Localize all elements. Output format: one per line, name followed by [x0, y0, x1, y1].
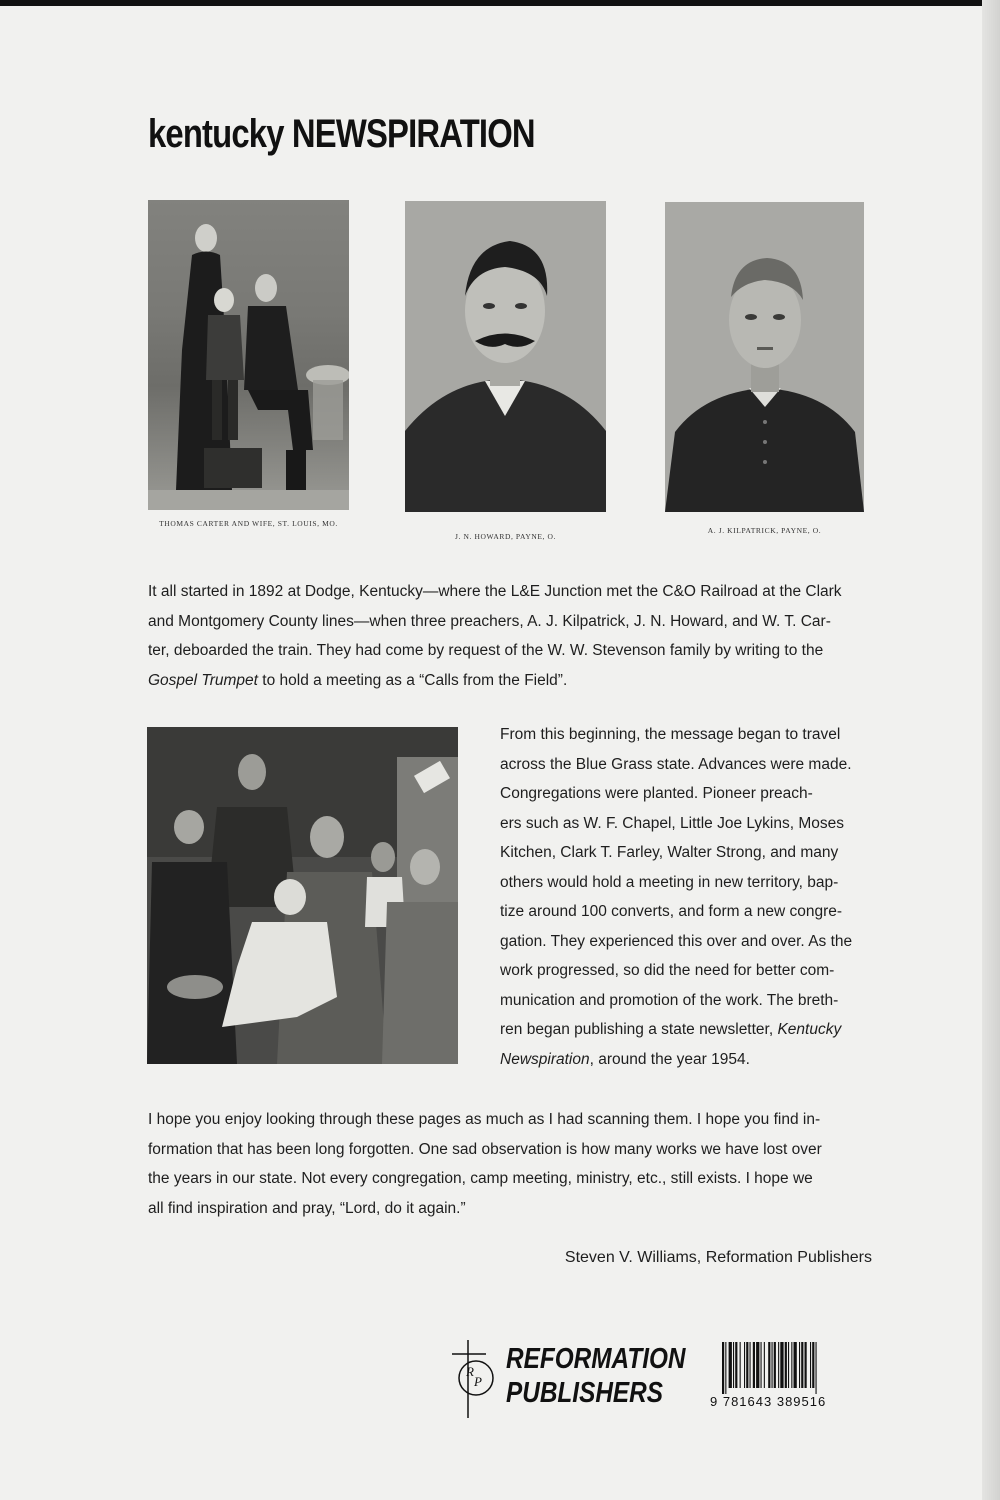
isbn-barcode — [710, 1342, 878, 1414]
closing-paragraph — [148, 1105, 876, 1223]
barcode-bar — [772, 1342, 773, 1388]
publisher-name-line: PUBLISHERS — [506, 1377, 664, 1409]
photo-caption: J. N. HOWARD, PAYNE, O. — [455, 532, 556, 541]
text-line: gation. They experienced this over and over. As the — [500, 932, 853, 950]
barcode-bar — [812, 1342, 814, 1388]
barcode-bar — [735, 1342, 737, 1388]
italic-title: Kentucky — [777, 1021, 842, 1038]
text-line: Congregations were planted. Pioneer preach- — [500, 785, 813, 802]
barcode-bar — [756, 1342, 759, 1388]
photo-caption: A. J. KILPATRICK, PAYNE, O. — [707, 526, 822, 535]
text-line — [500, 1015, 876, 1045]
text-line: others would hold a meeting in new territory, bap- — [500, 873, 839, 891]
text-line: I hope you enjoy looking through these pages as much as I had scanning them. I hope you find in- — [148, 1111, 821, 1128]
text-line: the years in our state. Not every congregation, camp meeting, ministry, etc., still exists. I hope we — [148, 1170, 813, 1187]
barcode-bars-icon — [710, 1342, 878, 1394]
text-line: ers such as W. F. Chapel, Little Joe Lykins, Moses — [500, 814, 845, 832]
barcode-bar — [816, 1342, 817, 1394]
barcode-bar — [791, 1342, 792, 1388]
text-fragment: , around the year 1954. — [589, 1050, 750, 1068]
barcode-bar — [764, 1342, 765, 1388]
barcode-bar — [788, 1342, 789, 1388]
barcode-bar — [794, 1342, 797, 1388]
barcode-bar — [729, 1342, 732, 1388]
top-edge-bar — [0, 0, 1000, 6]
photo-caption: THOMAS CARTER AND WIFE, ST. LOUIS, MO. — [159, 519, 338, 528]
barcode-bar — [753, 1342, 755, 1388]
text-line: munication and promotion of the work. The breth- — [500, 991, 839, 1009]
rp-monogram-icon — [450, 1340, 506, 1420]
photo-howard-portrait — [405, 201, 606, 512]
text-line: formation that has been long forgotten. One sad observation is how many works we have lost over — [148, 1140, 822, 1158]
barcode-bar — [750, 1342, 751, 1388]
barcode-bar — [805, 1342, 807, 1388]
barcode-bar — [740, 1342, 741, 1388]
text-line: work progressed, so did the need for better com- — [500, 962, 835, 979]
barcode-bar — [746, 1342, 748, 1388]
barcode-bar — [778, 1342, 779, 1388]
svg-text:R: R — [466, 1364, 474, 1379]
text-line: tize around 100 converts, and form a new congre- — [500, 903, 843, 920]
text-line: all find inspiration and pray, “Lord, do it again.” — [148, 1199, 466, 1217]
photo-kilpatrick-portrait — [665, 202, 864, 512]
barcode-bar — [799, 1342, 800, 1388]
svg-text:P: P — [474, 1374, 482, 1389]
photo-group-family — [147, 727, 458, 1064]
page-title: kentucky NEWSPIRATION — [148, 112, 535, 156]
barcode-bar — [785, 1342, 787, 1388]
barcode-bar — [733, 1342, 734, 1388]
barcode-bar — [725, 1342, 726, 1394]
text-line — [148, 666, 876, 696]
text-line: ter, deboarded the train. They had come by request of the W. W. Stevenson family by writing to the — [148, 642, 824, 659]
italic-title: Newspiration — [500, 1050, 590, 1068]
history-paragraph — [500, 720, 876, 1074]
photo-carter-family — [148, 200, 349, 510]
text-fragment: ren began publishing a state newsletter, — [500, 1021, 778, 1038]
text-line: and Montgomery County lines—when three preachers, A. J. Kilpatrick, J. N. Howard, and W. T. Car- — [148, 612, 831, 630]
italic-title: Gospel Trumpet — [148, 671, 258, 689]
publisher-name — [506, 1342, 686, 1410]
barcode-bar — [722, 1342, 724, 1394]
book-spine-edge — [982, 0, 1000, 1500]
publisher-name-line: REFORMATION — [506, 1343, 686, 1375]
barcode-bar — [801, 1342, 803, 1388]
barcode-digits: 9 781643 389516 — [710, 1394, 827, 1409]
barcode-bar — [780, 1342, 783, 1388]
text-line — [500, 1045, 876, 1075]
text-line: From this beginning, the message began to travel — [500, 726, 841, 743]
intro-paragraph — [148, 577, 876, 695]
text-line: across the Blue Grass state. Advances were made. — [500, 755, 852, 773]
text-line: It all started in 1892 at Dodge, Kentucky—where the L&E Junction met the C&O Railroad at the Clark — [148, 583, 842, 600]
barcode-bar — [810, 1342, 811, 1388]
author-signature: Steven V. Williams, Reformation Publishers — [564, 1249, 872, 1266]
barcode-bar — [768, 1342, 770, 1388]
barcode-bar — [774, 1342, 776, 1388]
publisher-logo — [450, 1340, 700, 1420]
text-line: Kitchen, Clark T. Farley, Walter Strong, and many — [500, 844, 839, 861]
barcode-bar — [761, 1342, 762, 1388]
text-fragment: to hold a meeting as a “Calls from the Field”. — [257, 671, 568, 689]
barcode-bar — [744, 1342, 745, 1388]
